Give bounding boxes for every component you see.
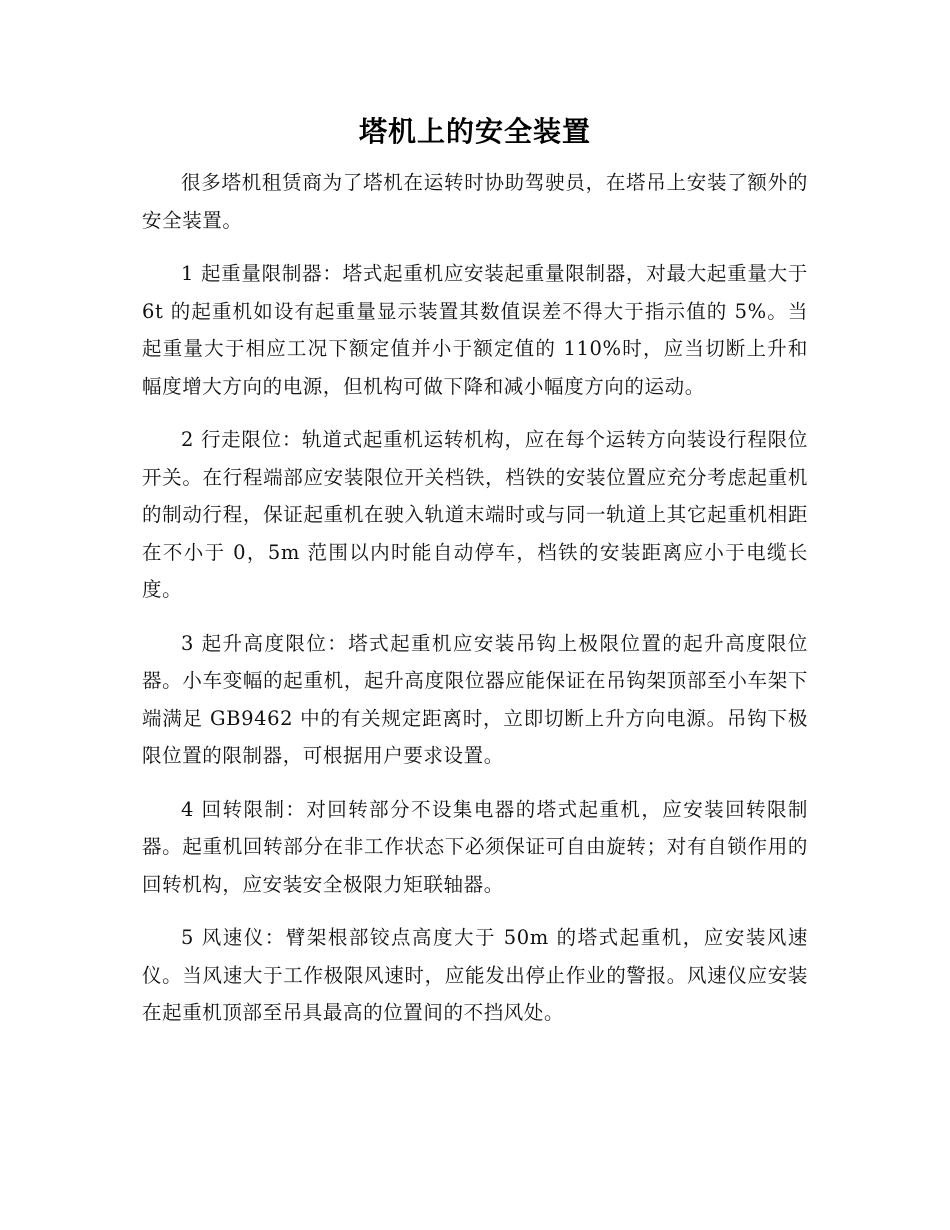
paragraph-hoist-height-limit: 3 起升高度限位：塔式起重机应安装吊钩上极限位置的起升高度限位器。小车变幅的起重机，起升高度限位器应能保证在吊钩架顶部至小车架下端满足 GB9462 中的有关规定距离时，立即切断上升方向电源。吊钩下极限位置的限制器，可根据用户要求设置。 [142,631,808,767]
paragraph-anemometer: 5 风速仪：臂架根部铰点高度大于 50m 的塔式起重机，应安装风速仪。当风速大于工作极限风速时，应能发出停止作业的警报。风速仪应安装在起重机顶部至吊具最高的位置间的不挡风处。 [142,926,808,1024]
document-title: 塔机上的安全装置 [358,115,591,148]
paragraph-slewing-limit: 4 回转限制：对回转部分不设集电器的塔式起重机，应安装回转限制器。起重机回转部分在非工作状态下必须保证可自由旋转；对有自锁作用的回转机构，应安装安全极限力矩联轴器。 [142,797,808,896]
paragraph-travel-limit: 2 行走限位：轨道式起重机运转机构，应在每个运转方向装设行程限位开关。在行程端部应安装限位开关档铁，档铁的安装位置应充分考虑起重机的制动行程，保证起重机在驶入轨道末端时或与同一轨道上其它起重机相距在不小于 0，5m 范围以内时能自动停车，档铁的安装距离应小于电缆长度。 [142,428,808,601]
paragraph-load-limiter: 1 起重量限制器：塔式起重机应安装起重量限制器，对最大起重量大于 6t 的起重机如设有起重量显示装置其数值误差不得大于指示值的 5%。当起重量大于相应工况下额定值并小于额定值的 110%时，应当切断上升和幅度增大方向的电源，但机构可做下降和减小幅度方向的运动。 [142,262,808,398]
document-body [142,164,808,1048]
paragraph-intro: 很多塔机租赁商为了塔机在运转时协助驾驶员，在塔吊上安装了额外的安全装置。 [142,171,808,232]
